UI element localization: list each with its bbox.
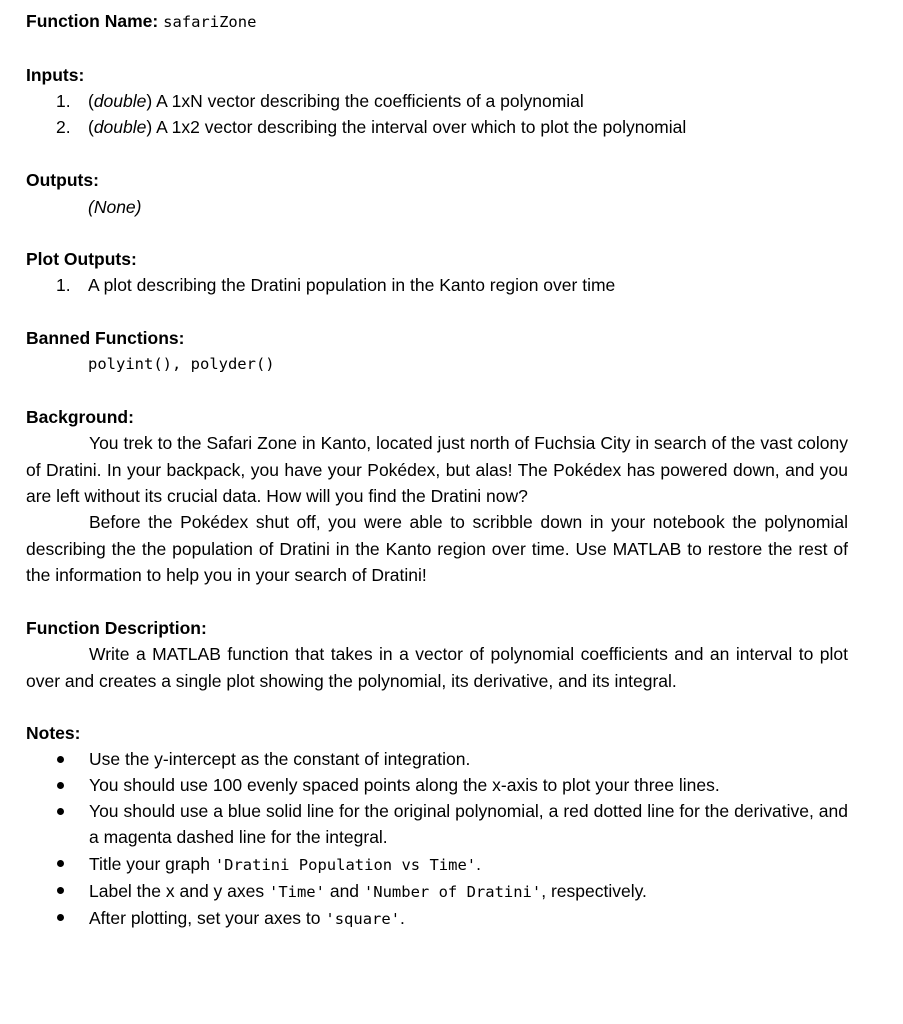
plot-output-1-number: 1. [56, 275, 71, 295]
note-4-pre: Title your graph [89, 854, 215, 874]
bullet-icon [57, 782, 64, 789]
note-4-code: 'Dratini Population vs Time' [214, 856, 477, 874]
note-3: You should use a blue solid line for the original polynomial, a red dotted line for the derivative, and a magenta dashed line for the integral. [89, 801, 848, 847]
input-2-type: double [93, 117, 147, 137]
notes-heading: Notes: [26, 723, 81, 743]
bullet-icon [57, 887, 64, 894]
description-heading: Function Description: [26, 618, 207, 638]
note-4 [89, 851, 848, 878]
input-1-text: A 1xN vector describing the coefficients of a polynomial [152, 91, 584, 111]
note-5-code-2: 'Number of Dratini' [363, 883, 542, 901]
input-2: (double) A 1x2 vector describing the interval over which to plot the polynomial [88, 117, 687, 137]
bullet-icon [57, 808, 64, 815]
input-2-text: A 1x2 vector describing the interval over which to plot the polynomial [152, 117, 687, 137]
input-1-type: double [93, 91, 147, 111]
note-5 [89, 878, 848, 905]
background-paragraph-2: Before the Pokédex shut off, you were able to scribble down in your notebook the polynomial describing the the population of Dratini in the Kanto region over time. Use MATLAB to restore the rest of the information to help you in your search of Dratini! [26, 512, 848, 585]
function-name-value: safariZone [163, 13, 257, 31]
outputs-heading: Outputs: [26, 170, 99, 190]
plot-outputs-heading: Plot Outputs: [26, 249, 137, 269]
note-6 [89, 905, 848, 932]
function-name-line [26, 10, 256, 33]
bullet-icon [57, 914, 64, 921]
outputs-none: (None) [88, 197, 142, 217]
bullet-icon [57, 860, 64, 867]
input-1-number: 1. [56, 91, 71, 111]
note-2: You should use 100 evenly spaced points along the x-axis to plot your three lines. [89, 775, 720, 795]
note-5-code-1: 'Time' [268, 883, 325, 901]
note-4-post: . [476, 854, 481, 874]
inputs-heading: Inputs: [26, 65, 85, 85]
note-5-mid: and [324, 881, 364, 901]
plot-output-1: A plot describing the Dratini population in the Kanto region over time [88, 275, 616, 295]
description-paragraph: Write a MATLAB function that takes in a vector of polynomial coefficients and an interval to plot over and creates a single plot showing the polynomial, its derivative, and its integral. [26, 644, 848, 691]
input-1: (double) A 1xN vector describing the coefficients of a polynomial [88, 91, 584, 111]
note-5-pre: Label the x and y axes [89, 881, 269, 901]
note-5-post: , respectively. [541, 881, 647, 901]
function-name-label: Function Name: [26, 11, 159, 31]
outputs-value [88, 196, 142, 218]
note-1: Use the y-intercept as the constant of integration. [89, 749, 471, 769]
input-2-number: 2. [56, 117, 71, 137]
bullet-icon [57, 756, 64, 763]
banned-heading: Banned Functions: [26, 328, 185, 348]
banned-functions: polyint(), polyder() [88, 355, 275, 373]
background-paragraph-1: You trek to the Safari Zone in Kanto, located just north of Fuchsia City in search of the vast colony of Dratini. In your backpack, you have your Pokédex, but alas! The Pokédex has powered down, and you are left without its crucial data. How will you find the Dratini now? [26, 433, 848, 506]
note-6-pre: After plotting, set your axes to [89, 908, 326, 928]
note-6-post: . [400, 908, 405, 928]
note-6-code: 'square' [325, 910, 401, 928]
background-heading: Background: [26, 407, 134, 427]
